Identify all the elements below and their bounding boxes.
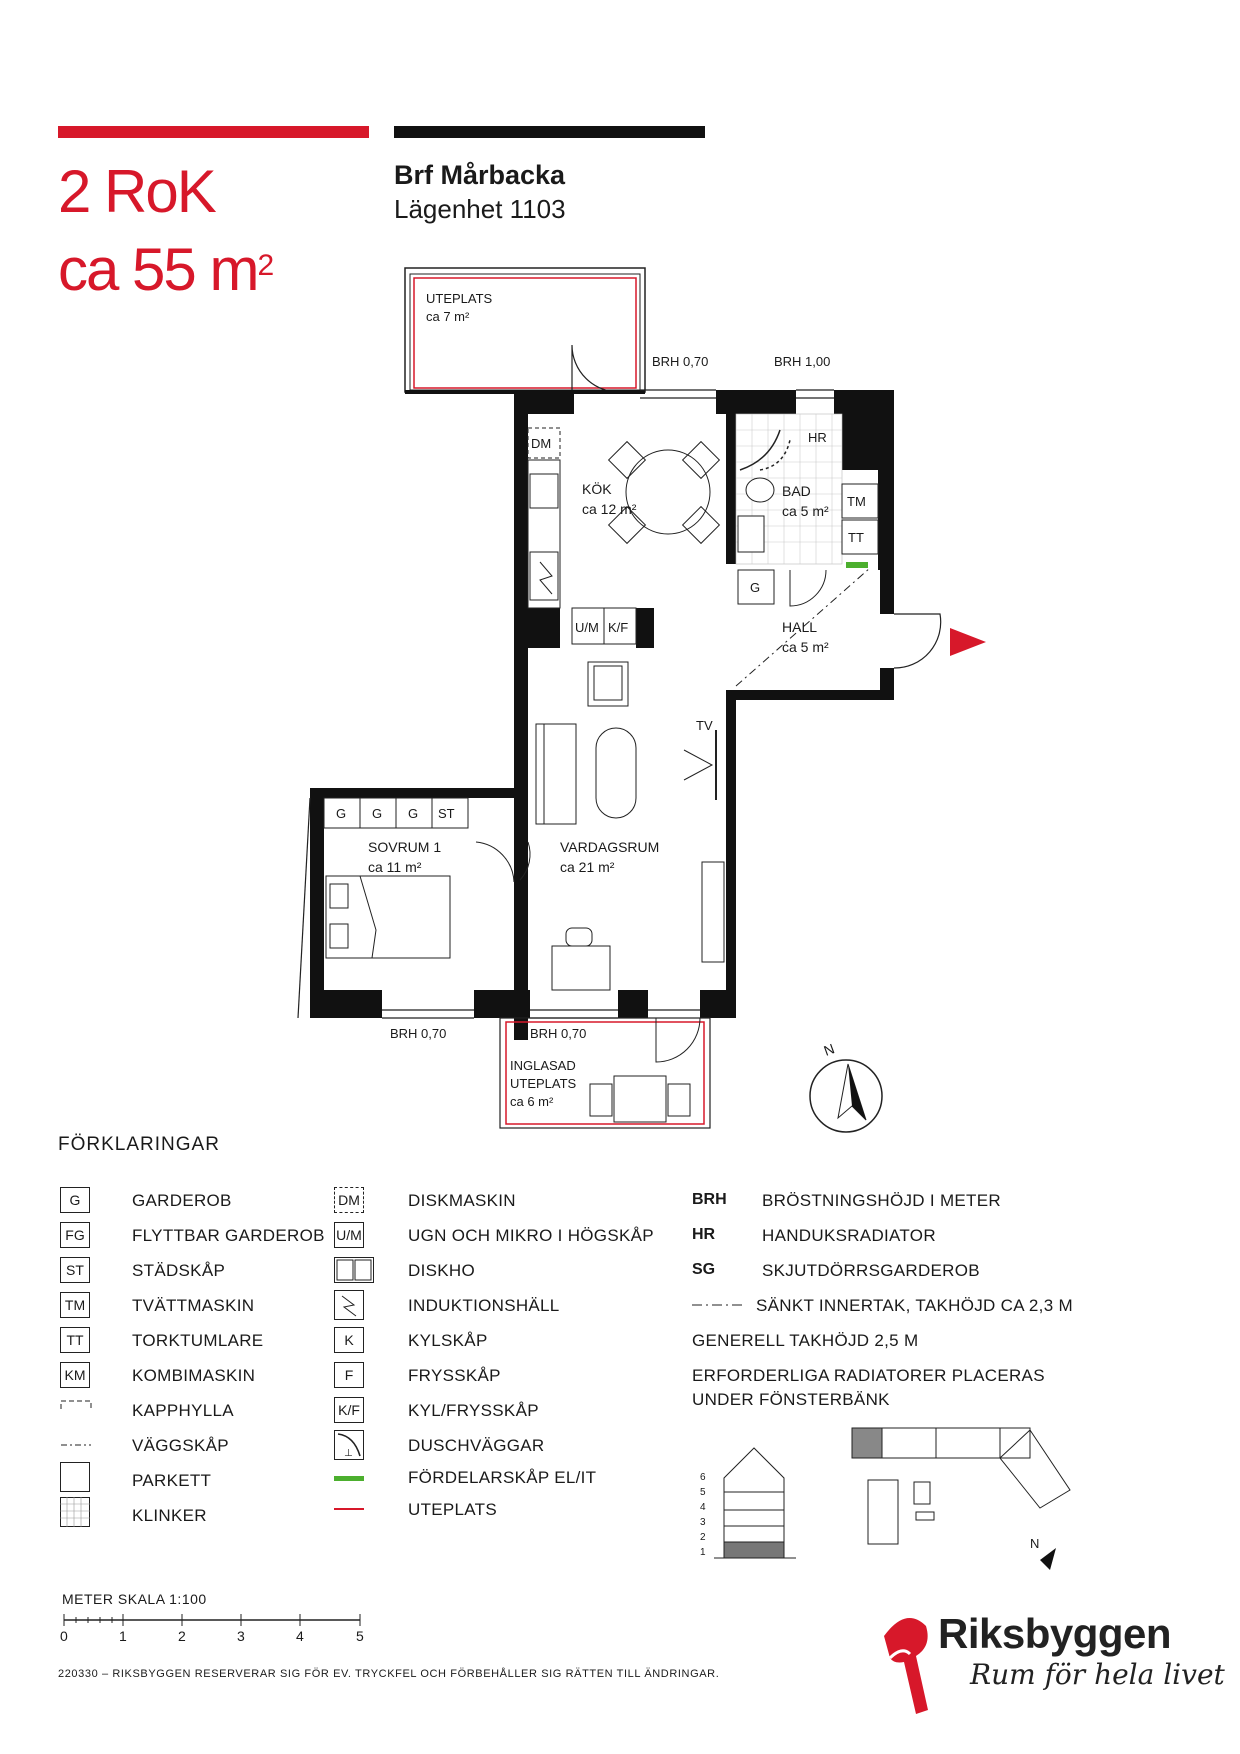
klinker-icon (60, 1497, 90, 1527)
footer-disclaimer: 220330 – RIKSBYGGEN RESERVERAR SIG FÖR EV. TRYCKFEL OCH FÖRBEHÅLLER SIG RÄTTEN TILL ÄNDRINGAR. (58, 1668, 720, 1680)
legend-g-box: G (60, 1187, 90, 1213)
hall (736, 568, 986, 686)
vaggskap-icon (60, 1432, 92, 1458)
apartment-number: Lägenhet 1103 (394, 194, 566, 224)
floor-4: 4 (700, 1502, 706, 1513)
duschvaggar-icon (334, 1430, 364, 1460)
legend-tm-box: TM (60, 1292, 90, 1318)
hall-area: ca 5 m² (782, 639, 829, 655)
uteplats-area: ca 7 m² (426, 309, 470, 324)
brh-bottom-right: BRH 0,70 (530, 1026, 587, 1041)
project-name: Brf Mårbacka (394, 160, 566, 190)
legend-km-box: KM (60, 1362, 90, 1388)
legend-km-text: KOMBIMASKIN (132, 1366, 256, 1385)
legend-dm-box: DM (334, 1187, 364, 1213)
floor-1: 1 (700, 1547, 706, 1558)
bad-label: BAD (782, 483, 811, 499)
diskho-icon (334, 1257, 374, 1283)
wardrobe-st-label: ST (438, 806, 455, 821)
legend-tt-text: TORKTUMLARE (132, 1331, 264, 1350)
fordelarskap-icon (334, 1476, 364, 1481)
bedroom (324, 798, 468, 958)
legend-g-text: GARDEROB (132, 1191, 232, 1210)
apartment-area: ca 55 $m^2$ (58, 236, 275, 303)
legend-fg-text: FLYTTBAR GARDEROB (132, 1226, 325, 1245)
kf-label: K/F (608, 620, 629, 635)
legend-hr-text: HANDUKSRADIATOR (762, 1226, 936, 1245)
legend-st-text: STÄDSKÅP (132, 1261, 226, 1280)
dm-label: DM (531, 436, 552, 451)
legend-k-box: K (334, 1327, 364, 1353)
building-elevation (714, 1448, 796, 1558)
hall-label: HALL (782, 619, 818, 635)
hall-g-label: G (750, 580, 761, 595)
floor-2: 2 (700, 1532, 706, 1543)
brh-bottom-left: BRH 0,70 (390, 1026, 447, 1041)
legend-diskho-text: DISKHO (408, 1261, 475, 1280)
legend-um-box: U/M (334, 1222, 364, 1248)
legend-ceiling-low: SÄNKT INNERTAK, TAKHÖJD CA 2,3 M (756, 1296, 1073, 1315)
legend-k-text: KYLSKÅP (408, 1331, 488, 1350)
uteplats-legend-icon (334, 1508, 364, 1510)
svg-text:⊥: ⊥ (344, 1448, 353, 1459)
legend-radiators-1: ERFORDERLIGA RADIATORER PLACERAS (692, 1366, 1045, 1385)
brand-slogan: Rum för hela livet (970, 1658, 1225, 1691)
scale-tick-4: 4 (296, 1628, 304, 1644)
floor-5: 5 (700, 1487, 706, 1498)
compass (810, 1040, 882, 1132)
scale-tick-3: 3 (237, 1628, 245, 1644)
inglasad-area: ca 6 m² (510, 1094, 554, 1109)
vardagsrum-label: VARDAGSRUM (560, 839, 660, 855)
site-plan (852, 1428, 1070, 1570)
legend-kapphylla-text: KAPPHYLLA (132, 1401, 234, 1420)
floor-numbers (700, 1470, 706, 1560)
kok-label: KÖK (582, 481, 612, 497)
legend-hr-abbr: HR (692, 1226, 716, 1243)
tm-label: TM (847, 494, 866, 509)
legend-fg-box: FG (60, 1222, 90, 1248)
brand-name: Riksbyggen (938, 1610, 1172, 1657)
legend-tt-box: TT (60, 1327, 90, 1353)
legend-sg-abbr: SG (692, 1261, 716, 1278)
legend-brh-text: BRÖSTNINGSHÖJD I METER (762, 1191, 1001, 1210)
legend-uteplats-text: UTEPLATS (408, 1500, 497, 1519)
uteplats-top (405, 268, 645, 392)
parkett-icon (60, 1462, 90, 1492)
tv-label: TV (696, 718, 713, 733)
ceiling-dash-icon (692, 1300, 744, 1310)
uteplats-door (572, 345, 620, 392)
compass-n: N (821, 1040, 837, 1059)
legend-brh-abbr: BRH (692, 1191, 727, 1208)
legend-kf-box: K/F (334, 1397, 364, 1423)
brh-top-left: BRH 0,70 (652, 354, 709, 369)
legend-st-box: ST (60, 1257, 90, 1283)
legend-sg-text: SKJUTDÖRRSGARDEROB (762, 1261, 980, 1280)
tt-label: TT (848, 530, 864, 545)
uteplats-label: UTEPLATS (426, 291, 493, 306)
legend-fordelar-text: FÖRDELARSKÅP EL/IT (408, 1468, 597, 1487)
site-north: N (1030, 1536, 1040, 1551)
wardrobe-2-label: G (372, 806, 383, 821)
floor-3: 3 (700, 1517, 706, 1528)
inglasad-label-2: UTEPLATS (510, 1076, 577, 1091)
wardrobe-1-label: G (336, 806, 347, 821)
bad-area: ca 5 m² (782, 503, 829, 519)
legend-dm-text: DISKMASKIN (408, 1191, 516, 1210)
kok-area: ca 12 m² (582, 501, 637, 517)
room-count: 2 RoK (58, 158, 215, 225)
legend-vaggskap-text: VÄGGSKÅP (132, 1436, 229, 1455)
scale-tick-5: 5 (356, 1628, 364, 1644)
legend-um-text: UGN OCH MIKRO I HÖGSKÅP (408, 1226, 654, 1245)
legend-tm-text: TVÄTTMASKIN (132, 1296, 255, 1315)
legend-f-text: FRYSSKÅP (408, 1366, 501, 1385)
scale-tick-0: 0 (60, 1628, 68, 1644)
scale-tick-2: 2 (178, 1628, 186, 1644)
wardrobe-3-label: G (408, 806, 419, 821)
legend-f-box: F (334, 1362, 364, 1388)
scale-bar (58, 1612, 368, 1628)
legend-dusch-text: DUSCHVÄGGAR (408, 1436, 545, 1455)
scale-title: METER SKALA 1:100 (62, 1591, 207, 1607)
legend-title: FÖRKLARINGAR (58, 1134, 220, 1155)
floor-6: 6 (700, 1472, 706, 1483)
inglasad-label-1: INGLASAD (510, 1058, 576, 1073)
um-label: U/M (575, 620, 599, 635)
riksbyggen-logo-icon (876, 1606, 938, 1716)
sovrum-area: ca 11 m² (368, 859, 422, 875)
legend-induktion-text: INDUKTIONSHÄLL (408, 1296, 560, 1315)
sovrum-label: SOVRUM 1 (368, 839, 442, 855)
kapphylla-icon (60, 1397, 92, 1423)
legend-parkett-text: PARKETT (132, 1471, 212, 1490)
induktionshall-icon (334, 1290, 364, 1320)
legend-radiators-2: UNDER FÖNSTERBÄNK (692, 1390, 890, 1409)
living-room (476, 662, 724, 990)
legend-klinker-text: KLINKER (132, 1506, 207, 1525)
legend-ceiling-general: GENERELL TAKHÖJD 2,5 M (692, 1331, 919, 1350)
vardagsrum-area: ca 21 m² (560, 859, 615, 875)
hr-label: HR (808, 430, 827, 445)
legend-kf-text: KYL/FRYSSKÅP (408, 1401, 539, 1420)
brh-top-right: BRH 1,00 (774, 354, 831, 369)
scale-tick-1: 1 (119, 1628, 127, 1644)
